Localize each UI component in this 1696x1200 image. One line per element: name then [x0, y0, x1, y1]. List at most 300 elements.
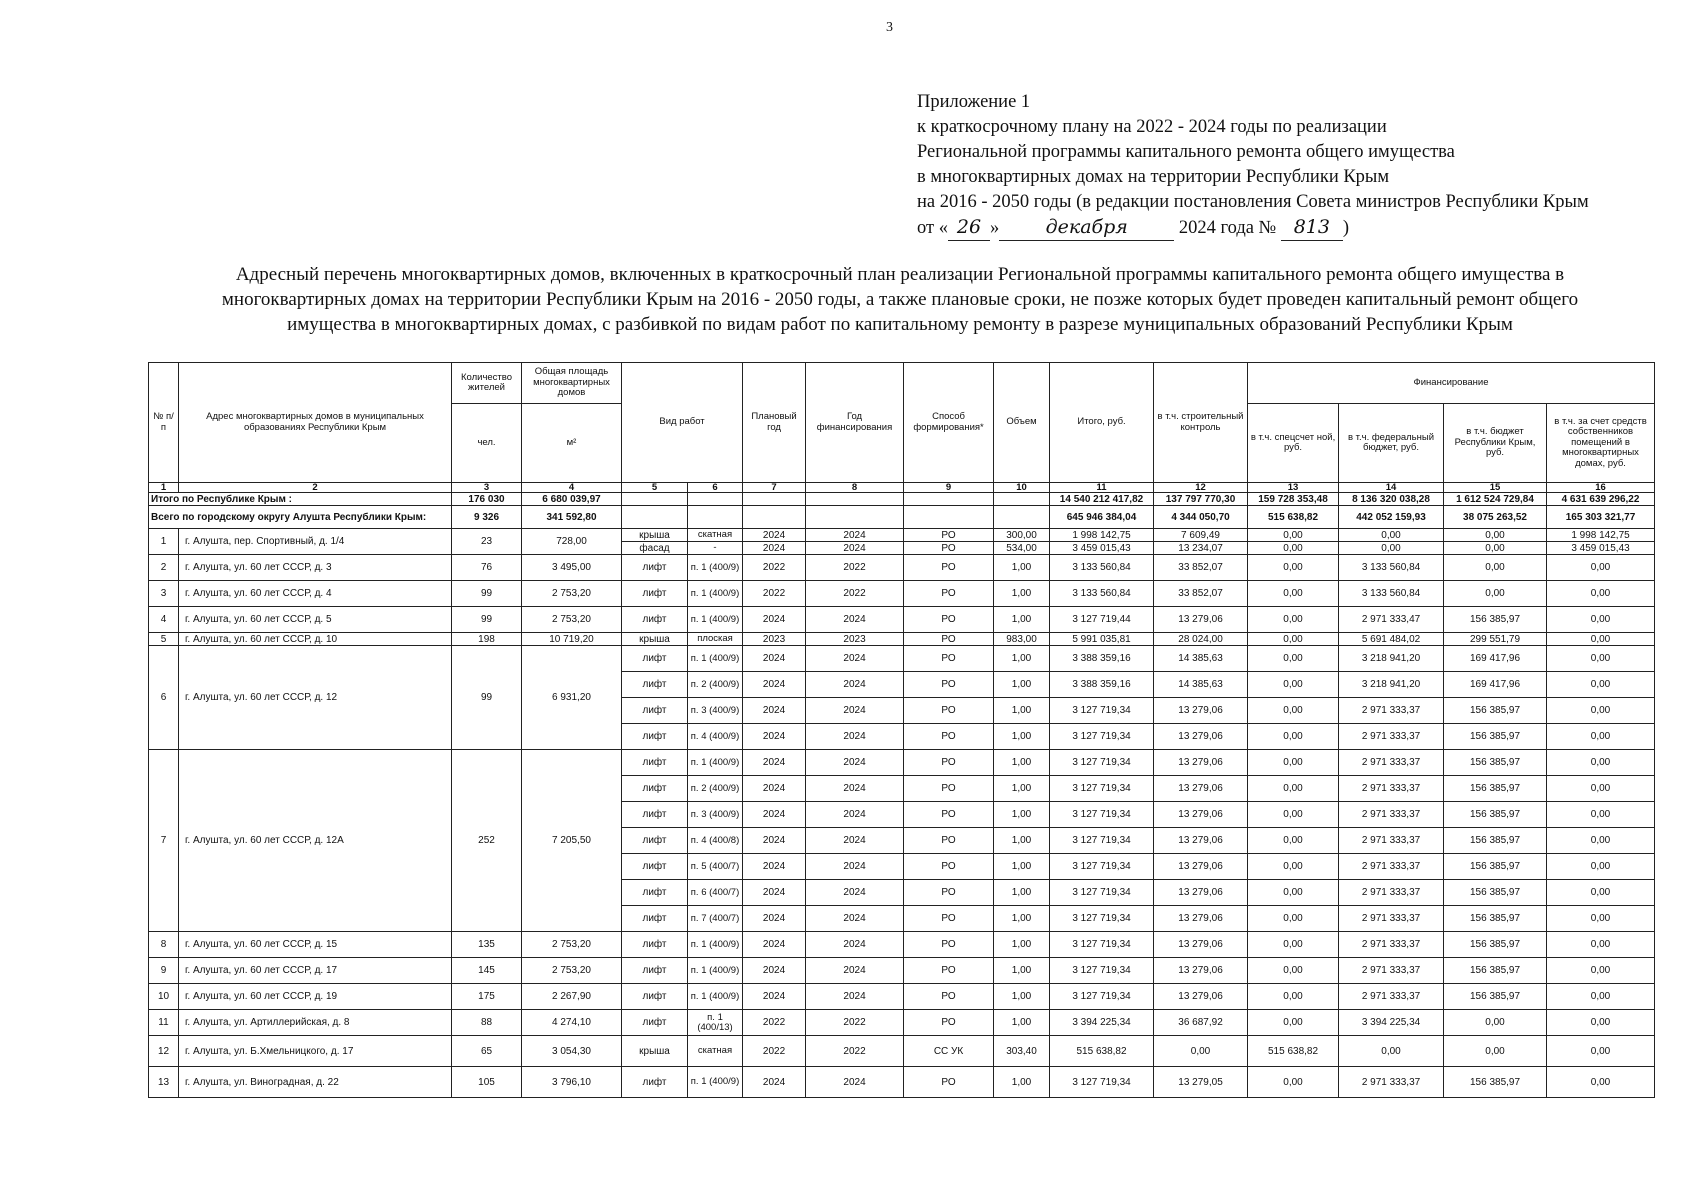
column-number: 9	[904, 483, 994, 493]
republic-sum: 156 385,97	[1444, 802, 1547, 828]
work-type: крыша	[622, 633, 688, 646]
plan-year: 2022	[743, 1036, 806, 1067]
method: РО	[904, 906, 994, 932]
date-close: )	[1342, 218, 1350, 238]
volume: 1,00	[994, 828, 1050, 854]
fin-year: 2024	[806, 932, 904, 958]
volume: 1,00	[994, 802, 1050, 828]
table-row	[149, 646, 1655, 672]
owners-sum: 0,00	[1547, 906, 1655, 932]
volume: 1,00	[994, 958, 1050, 984]
area: 728,00	[522, 529, 622, 555]
total-sum: 3 127 719,34	[1050, 932, 1154, 958]
fin-year: 2024	[806, 854, 904, 880]
total-sum: 5 991 035,81	[1050, 633, 1154, 646]
address: г. Алушта, ул. 60 лет СССР, д. 3	[179, 555, 452, 581]
total-sum: 3 127 719,34	[1050, 776, 1154, 802]
header-num: № п/п	[149, 363, 179, 483]
address: г. Алушта, ул. 60 лет СССР, д. 19	[179, 984, 452, 1010]
alushta-owners: 165 303 321,77	[1547, 506, 1655, 529]
work-subtype: п. 2 (400/9)	[688, 672, 743, 698]
owners-sum: 0,00	[1547, 724, 1655, 750]
republic-sum: 156 385,97	[1444, 984, 1547, 1010]
total-sum: 3 133 560,84	[1050, 555, 1154, 581]
control-sum: 13 279,06	[1154, 932, 1248, 958]
appendix-line: Приложение 1	[917, 92, 1031, 112]
fin-year: 2024	[806, 672, 904, 698]
volume: 1,00	[994, 750, 1050, 776]
federal-sum: 3 218 941,20	[1339, 646, 1444, 672]
column-number: 15	[1444, 483, 1547, 493]
republic-sum: 0,00	[1444, 1010, 1547, 1036]
work-subtype: п. 7 (400/7)	[688, 906, 743, 932]
republic-sum: 0,00	[1444, 581, 1547, 607]
header-control: в т.ч. строительный контроль	[1154, 363, 1248, 483]
owners-sum: 0,00	[1547, 828, 1655, 854]
special-sum: 0,00	[1248, 750, 1339, 776]
work-subtype: п. 1 (400/9)	[688, 750, 743, 776]
work-subtype: -	[688, 542, 743, 555]
plan-year: 2024	[743, 646, 806, 672]
alushta-residents: 9 326	[452, 506, 522, 529]
total-owners: 4 631 639 296,22	[1547, 493, 1655, 506]
control-sum: 13 279,06	[1154, 880, 1248, 906]
special-sum: 0,00	[1248, 542, 1339, 555]
volume: 983,00	[994, 633, 1050, 646]
work-subtype: п. 3 (400/9)	[688, 698, 743, 724]
work-subtype: п. 2 (400/9)	[688, 776, 743, 802]
control-sum: 14 385,63	[1154, 672, 1248, 698]
republic-sum: 156 385,97	[1444, 958, 1547, 984]
handwritten-day: 26	[948, 215, 990, 241]
control-sum: 13 279,06	[1154, 828, 1248, 854]
table-row	[149, 1067, 1655, 1098]
owners-sum: 0,00	[1547, 672, 1655, 698]
method: СС УК	[904, 1036, 994, 1067]
column-number: 4	[522, 483, 622, 493]
appendix-header	[917, 90, 1589, 241]
address: г. Алушта, ул. 60 лет СССР, д. 17	[179, 958, 452, 984]
fin-year: 2024	[806, 646, 904, 672]
work-type: лифт	[622, 698, 688, 724]
fin-year: 2024	[806, 828, 904, 854]
column-number: 3	[452, 483, 522, 493]
volume: 1,00	[994, 646, 1050, 672]
owners-sum: 0,00	[1547, 1036, 1655, 1067]
control-sum: 13 279,06	[1154, 724, 1248, 750]
alushta-republic-budget: 38 075 263,52	[1444, 506, 1547, 529]
special-sum: 0,00	[1248, 698, 1339, 724]
total-sum: 1 998 142,75	[1050, 529, 1154, 542]
special-sum: 0,00	[1248, 1010, 1339, 1036]
federal-sum: 3 133 560,84	[1339, 581, 1444, 607]
row-number: 9	[149, 958, 179, 984]
republic-sum: 0,00	[1444, 542, 1547, 555]
total-sum: 3 127 719,34	[1050, 802, 1154, 828]
fin-year: 2024	[806, 698, 904, 724]
owners-sum: 0,00	[1547, 776, 1655, 802]
column-number: 12	[1154, 483, 1248, 493]
alushta-area: 341 592,80	[522, 506, 622, 529]
republic-sum: 156 385,97	[1444, 1067, 1547, 1098]
work-subtype: п. 1 (400/9)	[688, 646, 743, 672]
total-sum: 3 127 719,34	[1050, 906, 1154, 932]
header-republic: в т.ч. бюджет Республики Крым, руб.	[1444, 404, 1547, 483]
plan-year: 2024	[743, 958, 806, 984]
total-sum: 3 127 719,34	[1050, 1067, 1154, 1098]
title-line: Адресный перечень многоквартирных домов, включенных в краткосрочный план реализации Региональной программы капитального ремонта общего имущества в	[235, 264, 1565, 285]
volume: 1,00	[994, 880, 1050, 906]
total-sum: 3 127 719,34	[1050, 854, 1154, 880]
control-sum: 13 279,06	[1154, 776, 1248, 802]
republic-sum: 156 385,97	[1444, 828, 1547, 854]
work-type: лифт	[622, 906, 688, 932]
special-sum: 0,00	[1248, 724, 1339, 750]
method: РО	[904, 555, 994, 581]
owners-sum: 0,00	[1547, 1067, 1655, 1098]
residents: 252	[452, 750, 522, 932]
address: г. Алушта, ул. Виноградная, д. 22	[179, 1067, 452, 1098]
column-number-row	[149, 483, 1655, 493]
alushta-federal: 442 052 159,93	[1339, 506, 1444, 529]
owners-sum: 0,00	[1547, 698, 1655, 724]
table-body	[149, 483, 1655, 1098]
method: РО	[904, 776, 994, 802]
table-row	[149, 581, 1655, 607]
republic-sum: 0,00	[1444, 555, 1547, 581]
column-number: 1	[149, 483, 179, 493]
plan-year: 2023	[743, 633, 806, 646]
control-sum: 33 852,07	[1154, 581, 1248, 607]
republic-sum: 156 385,97	[1444, 776, 1547, 802]
method: РО	[904, 1067, 994, 1098]
row-number: 3	[149, 581, 179, 607]
column-number: 7	[743, 483, 806, 493]
work-type: лифт	[622, 724, 688, 750]
work-subtype: п. 3 (400/9)	[688, 802, 743, 828]
row-number: 5	[149, 633, 179, 646]
area: 2 753,20	[522, 958, 622, 984]
control-sum: 13 279,06	[1154, 958, 1248, 984]
work-type: лифт	[622, 854, 688, 880]
header-area: Общая площадь многоквартирных домов	[522, 363, 622, 404]
volume: 1,00	[994, 854, 1050, 880]
method: РО	[904, 607, 994, 633]
republic-sum: 156 385,97	[1444, 750, 1547, 776]
volume: 1,00	[994, 581, 1050, 607]
control-sum: 14 385,63	[1154, 646, 1248, 672]
area: 10 719,20	[522, 633, 622, 646]
row-number: 6	[149, 646, 179, 750]
work-type: лифт	[622, 802, 688, 828]
work-subtype: п. 1 (400/9)	[688, 555, 743, 581]
area: 3 495,00	[522, 555, 622, 581]
work-type: лифт	[622, 646, 688, 672]
control-sum: 13 279,06	[1154, 698, 1248, 724]
owners-sum: 0,00	[1547, 854, 1655, 880]
control-sum: 13 234,07	[1154, 542, 1248, 555]
title-line: имущества в многоквартирных домах, с разбивкой по видам работ по капитальному ремонту в разрезе муниципальных образований Республики Крым	[287, 314, 1513, 335]
column-number: 16	[1547, 483, 1655, 493]
control-sum: 13 279,06	[1154, 750, 1248, 776]
table-header	[149, 363, 1655, 483]
fin-year: 2022	[806, 581, 904, 607]
total-control: 137 797 770,30	[1154, 493, 1248, 506]
appendix-line: Региональной программы капитального ремонта общего имущества	[917, 142, 1455, 162]
area: 6 931,20	[522, 646, 622, 750]
method: РО	[904, 854, 994, 880]
work-subtype: скатная	[688, 529, 743, 542]
control-sum: 0,00	[1154, 1036, 1248, 1067]
owners-sum: 1 998 142,75	[1547, 529, 1655, 542]
residents: 99	[452, 646, 522, 750]
page-number: 3	[886, 20, 893, 35]
work-type: лифт	[622, 1067, 688, 1098]
fin-year: 2022	[806, 1036, 904, 1067]
residents: 105	[452, 1067, 522, 1098]
column-number: 5	[622, 483, 688, 493]
fin-year: 2024	[806, 802, 904, 828]
appendix-line: к краткосрочному плану на 2022 - 2024 годы по реализации	[917, 117, 1387, 137]
total-sum: 3 127 719,44	[1050, 607, 1154, 633]
control-sum: 33 852,07	[1154, 555, 1248, 581]
special-sum: 0,00	[1248, 776, 1339, 802]
work-type: фасад	[622, 542, 688, 555]
date-year: 2024 года №	[1178, 218, 1277, 238]
volume: 1,00	[994, 1010, 1050, 1036]
title-line: многоквартирных домах на территории Республики Крым на 2016 - 2050 годы, а также плановые сроки, не позже которых будет проведен капитальный ремонт общего	[221, 289, 1579, 310]
work-subtype: п. 4 (400/9)	[688, 724, 743, 750]
special-sum: 0,00	[1248, 802, 1339, 828]
area: 2 753,20	[522, 607, 622, 633]
header-financing: Финансирование	[1248, 363, 1655, 404]
volume: 1,00	[994, 672, 1050, 698]
method: РО	[904, 828, 994, 854]
work-subtype: п. 1 (400/13)	[688, 1010, 743, 1036]
table-row	[149, 633, 1655, 646]
residents: 76	[452, 555, 522, 581]
residents: 88	[452, 1010, 522, 1036]
owners-sum: 0,00	[1547, 581, 1655, 607]
special-sum: 0,00	[1248, 581, 1339, 607]
row-number: 10	[149, 984, 179, 1010]
header-special: в т.ч. спецсчет ной, руб.	[1248, 404, 1339, 483]
row-number: 13	[149, 1067, 179, 1098]
method: РО	[904, 542, 994, 555]
document-title	[150, 262, 1650, 337]
control-sum: 13 279,06	[1154, 607, 1248, 633]
federal-sum: 2 971 333,37	[1339, 724, 1444, 750]
plan-year: 2024	[743, 724, 806, 750]
work-type: лифт	[622, 958, 688, 984]
control-sum: 36 687,92	[1154, 1010, 1248, 1036]
total-federal: 8 136 320 038,28	[1339, 493, 1444, 506]
total-sum: 3 388 359,16	[1050, 672, 1154, 698]
special-sum: 0,00	[1248, 906, 1339, 932]
owners-sum: 0,00	[1547, 958, 1655, 984]
special-sum: 515 638,82	[1248, 1036, 1339, 1067]
column-number: 14	[1339, 483, 1444, 493]
federal-sum: 2 971 333,37	[1339, 880, 1444, 906]
alushta-label: Всего по городскому округу Алушта Республики Крым:	[149, 506, 452, 529]
fin-year: 2024	[806, 906, 904, 932]
federal-sum: 3 133 560,84	[1339, 555, 1444, 581]
republic-sum: 169 417,96	[1444, 646, 1547, 672]
federal-sum: 0,00	[1339, 529, 1444, 542]
area: 4 274,10	[522, 1010, 622, 1036]
republic-sum: 299 551,79	[1444, 633, 1547, 646]
appendix-date-line	[917, 215, 1589, 241]
federal-sum: 2 971 333,37	[1339, 776, 1444, 802]
method: РО	[904, 646, 994, 672]
area: 3 054,30	[522, 1036, 622, 1067]
federal-sum: 3 394 225,34	[1339, 1010, 1444, 1036]
republic-sum: 156 385,97	[1444, 854, 1547, 880]
special-sum: 0,00	[1248, 607, 1339, 633]
republic-sum: 156 385,97	[1444, 607, 1547, 633]
federal-sum: 2 971 333,37	[1339, 828, 1444, 854]
row-number: 7	[149, 750, 179, 932]
fin-year: 2023	[806, 633, 904, 646]
total-sum: 3 127 719,34	[1050, 698, 1154, 724]
method: РО	[904, 984, 994, 1010]
plan-year: 2024	[743, 529, 806, 542]
residents: 99	[452, 581, 522, 607]
address: г. Алушта, ул. Артиллерийская, д. 8	[179, 1010, 452, 1036]
control-sum: 13 279,06	[1154, 984, 1248, 1010]
plan-year: 2022	[743, 581, 806, 607]
area: 7 205,50	[522, 750, 622, 932]
total-sum: 3 459 015,43	[1050, 542, 1154, 555]
handwritten-month: декабря	[999, 215, 1174, 241]
plan-year: 2022	[743, 555, 806, 581]
volume: 1,00	[994, 724, 1050, 750]
residents: 65	[452, 1036, 522, 1067]
address: г. Алушта, ул. Б.Хмельницкого, д. 17	[179, 1036, 452, 1067]
owners-sum: 0,00	[1547, 1010, 1655, 1036]
appendix-line: в многоквартирных домах на территории Республики Крым	[917, 167, 1390, 187]
alushta-special: 515 638,82	[1248, 506, 1339, 529]
work-type: крыша	[622, 1036, 688, 1067]
method: РО	[904, 750, 994, 776]
plan-year: 2024	[743, 880, 806, 906]
header-method: Способ формирования*	[904, 363, 994, 483]
appendix-line: на 2016 - 2050 годы (в редакции постановления Совета министров Республики Крым	[917, 192, 1589, 212]
federal-sum: 2 971 333,37	[1339, 1067, 1444, 1098]
fin-year: 2024	[806, 880, 904, 906]
method: РО	[904, 581, 994, 607]
area: 2 267,90	[522, 984, 622, 1010]
alushta-sum: 645 946 384,04	[1050, 506, 1154, 529]
work-subtype: скатная	[688, 1036, 743, 1067]
row-number: 11	[149, 1010, 179, 1036]
column-number: 10	[994, 483, 1050, 493]
work-type: лифт	[622, 607, 688, 633]
plan-year: 2024	[743, 542, 806, 555]
area: 3 796,10	[522, 1067, 622, 1098]
work-subtype: п. 1 (400/9)	[688, 958, 743, 984]
total-sum: 14 540 212 417,82	[1050, 493, 1154, 506]
plan-year: 2024	[743, 1067, 806, 1098]
table-row	[149, 529, 1655, 542]
volume: 303,40	[994, 1036, 1050, 1067]
plan-year: 2024	[743, 984, 806, 1010]
special-sum: 0,00	[1248, 555, 1339, 581]
date-prefix: от «	[917, 218, 948, 238]
work-type: лифт	[622, 672, 688, 698]
fin-year: 2024	[806, 724, 904, 750]
plan-year: 2024	[743, 698, 806, 724]
fin-year: 2024	[806, 750, 904, 776]
alushta-control: 4 344 050,70	[1154, 506, 1248, 529]
residents: 23	[452, 529, 522, 555]
special-sum: 0,00	[1248, 828, 1339, 854]
special-sum: 0,00	[1248, 1067, 1339, 1098]
volume: 1,00	[994, 555, 1050, 581]
volume: 1,00	[994, 1067, 1050, 1098]
fin-year: 2024	[806, 984, 904, 1010]
special-sum: 0,00	[1248, 958, 1339, 984]
control-sum: 13 279,06	[1154, 802, 1248, 828]
column-number: 13	[1248, 483, 1339, 493]
column-number: 2	[179, 483, 452, 493]
header-owners: в т.ч. за счет средств собственников помещений в многоквартирных домах, руб.	[1547, 404, 1655, 483]
method: РО	[904, 672, 994, 698]
row-number: 1	[149, 529, 179, 555]
federal-sum: 0,00	[1339, 1036, 1444, 1067]
volume: 1,00	[994, 932, 1050, 958]
total-area: 6 680 039,97	[522, 493, 622, 506]
republic-sum: 156 385,97	[1444, 932, 1547, 958]
work-subtype: п. 1 (400/9)	[688, 984, 743, 1010]
table-row	[149, 555, 1655, 581]
work-type: лифт	[622, 1010, 688, 1036]
special-sum: 0,00	[1248, 854, 1339, 880]
plan-year: 2022	[743, 1010, 806, 1036]
plan-year: 2024	[743, 906, 806, 932]
work-type: крыша	[622, 529, 688, 542]
work-subtype: плоская	[688, 633, 743, 646]
header-federal: в т.ч. федеральный бюджет, руб.	[1339, 404, 1444, 483]
total-sum: 3 127 719,34	[1050, 958, 1154, 984]
header-address: Адрес многоквартирных домов в муниципальных образованиях Республики Крым	[179, 363, 452, 483]
total-sum: 3 394 225,34	[1050, 1010, 1154, 1036]
work-subtype: п. 1 (400/9)	[688, 932, 743, 958]
total-alushta-row	[149, 506, 1655, 529]
residents: 198	[452, 633, 522, 646]
federal-sum: 2 971 333,37	[1339, 958, 1444, 984]
volume: 534,00	[994, 542, 1050, 555]
fin-year: 2024	[806, 529, 904, 542]
header-residents: Количество жителей	[452, 363, 522, 404]
volume: 1,00	[994, 607, 1050, 633]
total-republic-budget: 1 612 524 729,84	[1444, 493, 1547, 506]
address: г. Алушта, ул. 60 лет СССР, д. 12А	[179, 750, 452, 932]
control-sum: 13 279,05	[1154, 1067, 1248, 1098]
method: РО	[904, 932, 994, 958]
owners-sum: 0,00	[1547, 633, 1655, 646]
republic-sum: 156 385,97	[1444, 698, 1547, 724]
table-row	[149, 750, 1655, 776]
address: г. Алушта, пер. Спортивный, д. 1/4	[179, 529, 452, 555]
control-sum: 13 279,06	[1154, 906, 1248, 932]
residents: 99	[452, 607, 522, 633]
header-plan-year: Плановый год	[743, 363, 806, 483]
total-special: 159 728 353,48	[1248, 493, 1339, 506]
table-row	[149, 1036, 1655, 1067]
volume: 1,00	[994, 984, 1050, 1010]
column-number: 8	[806, 483, 904, 493]
